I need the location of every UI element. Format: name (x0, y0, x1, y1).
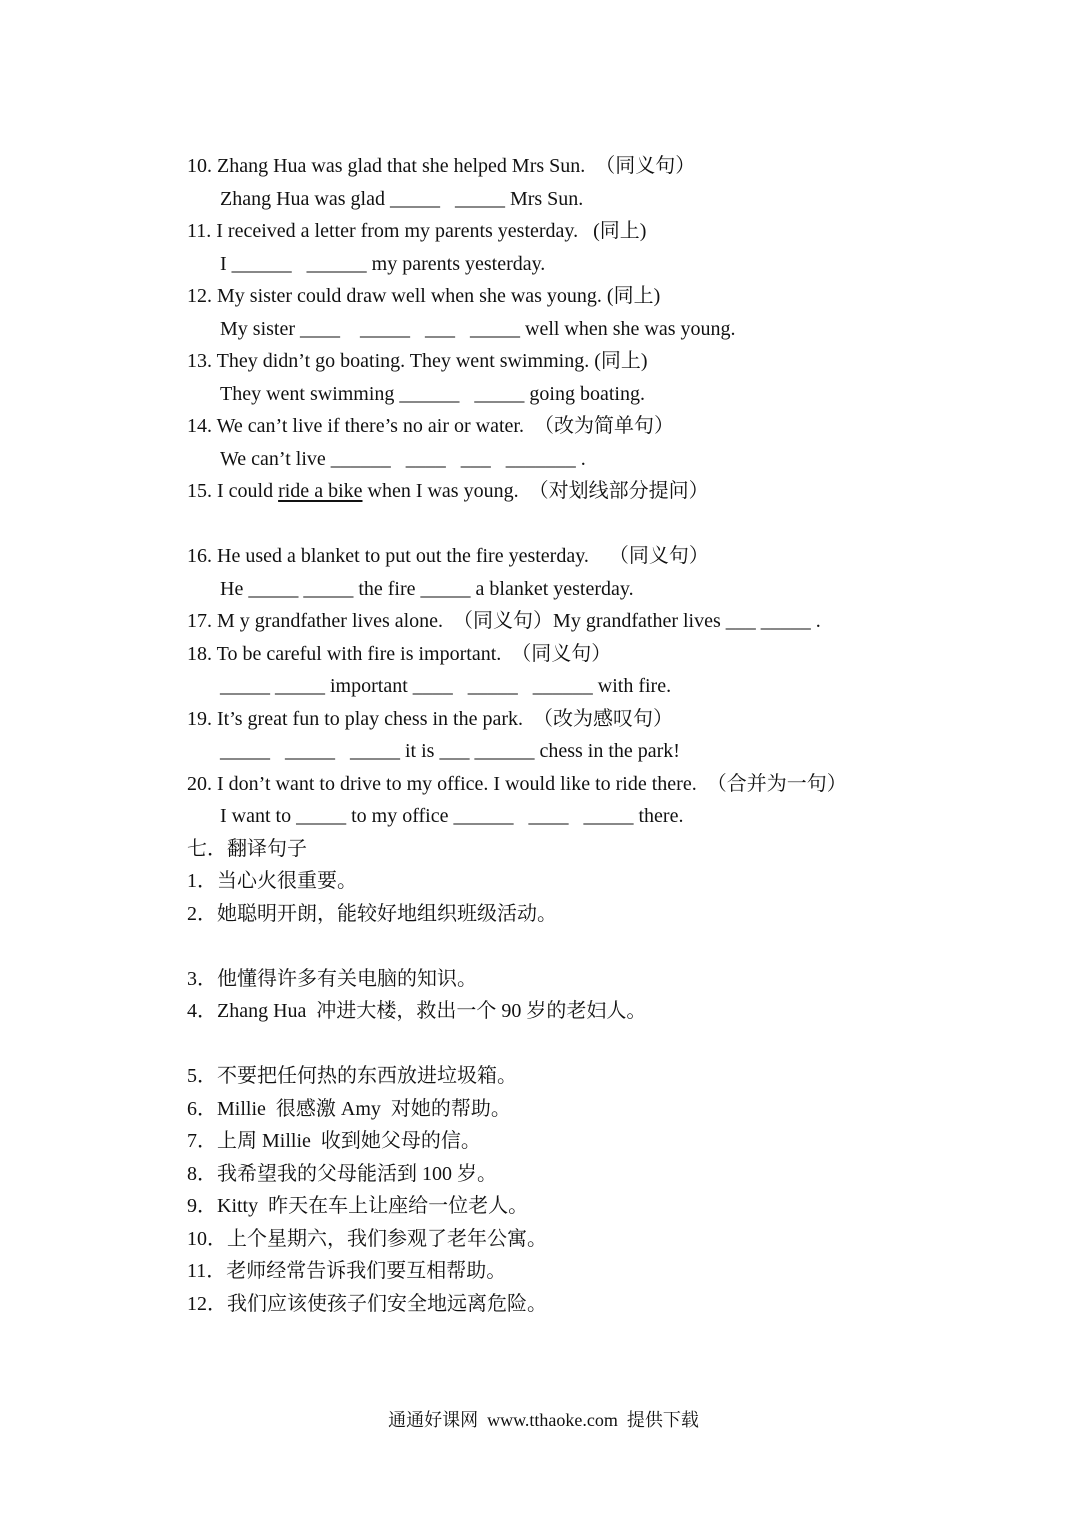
answer-line-14: We can’t live ______ ____ ___ _______ . (220, 447, 586, 470)
answer-space-15 (187, 508, 1047, 541)
question-13: 13. They didn’t go boating. They went swimming. (同上) (187, 350, 648, 372)
underlined-phrase: ride a bike (278, 480, 363, 502)
translation-item-7: 7．上周 Millie 收到她父母的信。 (187, 1130, 481, 1152)
question-16: 16. He used a blanket to put out the fire yesterday. （同义句） (187, 545, 709, 567)
translation-item-10: 10．上个星期六，我们参观了老年公寓。 (187, 1227, 547, 1250)
translation-item-6: 6．Millie 很感激 Amy 对她的帮助。 (187, 1097, 511, 1120)
translation-item-4: 4．Zhang Hua 冲进大楼，救出一个 90 岁的老妇人。 (187, 1000, 647, 1022)
answer-line-13: They went swimming ______ _____ going boating. (220, 382, 645, 405)
question-15-prefix: 15. I could (187, 480, 279, 502)
question-19: 19. It’s great fun to play chess in the park. （改为感叹句） (187, 707, 674, 730)
worksheet-content (187, 150, 1047, 1320)
translation-item-11: 11．老师经常告诉我们要互相帮助。 (187, 1260, 507, 1282)
answer-line-19: _____ _____ _____ it is ___ ______ chess in the park! (220, 740, 680, 762)
answer-line-12: My sister ____ _____ ___ _____ well when she was young. (220, 317, 736, 340)
section-title-translation: 七．翻译句子 (187, 837, 307, 860)
answer-line-16: He _____ _____ the fire _____ a blanket yesterday. (220, 577, 634, 600)
question-10: 10. Zhang Hua was glad that she helped Mrs Sun. （同义句） (187, 155, 696, 177)
question-14: 14. We can’t live if there’s no air or water. （改为简单句） (187, 415, 674, 437)
question-15-suffix: when I was young. （对划线部分提问） (362, 480, 709, 502)
translation-item-9: 9．Kitty 昨天在车上让座给一位老人。 (187, 1195, 529, 1217)
translation-item-3: 3．他懂得许多有关电脑的知识。 (187, 967, 477, 990)
answer-line-10: Zhang Hua was glad _____ _____ Mrs Sun. (220, 187, 584, 210)
question-12: 12. My sister could draw well when she was young. (同上) (187, 285, 661, 307)
answer-line-20: I want to _____ to my office ______ ____ _____ there. (220, 805, 684, 827)
answer-line-11: I ______ ______ my parents yesterday. (220, 252, 546, 275)
answer-line-18: _____ _____ important ____ _____ ______ with fire. (220, 675, 672, 697)
translation-item-1: 1．当心火很重要。 (187, 870, 357, 892)
question-18: 18. To be careful with fire is important. （同义句） (187, 642, 612, 665)
question-17: 17. M y grandfather lives alone. （同义句）My grandfather lives ___ _____ . (187, 610, 821, 632)
translation-item-12: 12．我们应该使孩子们安全地远离危险。 (187, 1292, 547, 1315)
translation-item-8: 8．我希望我的父母能活到 100 岁。 (187, 1162, 497, 1185)
question-20: 20. I don’t want to drive to my office. I would like to ride there. （合并为一句） (187, 772, 847, 795)
question-11: 11. I received a letter from my parents yesterday. (同上) (187, 220, 647, 242)
answer-space-t4 (187, 1028, 1047, 1061)
page-footer: 通通好课网 www.tthaoke.com 提供下载 (388, 1410, 699, 1430)
translation-item-5: 5．不要把任何热的东西放进垃圾箱。 (187, 1065, 517, 1087)
question-15 (187, 475, 1047, 508)
translation-item-2: 2．她聪明开朗，能较好地组织班级活动。 (187, 902, 557, 925)
answer-space-t2 (187, 930, 1047, 963)
